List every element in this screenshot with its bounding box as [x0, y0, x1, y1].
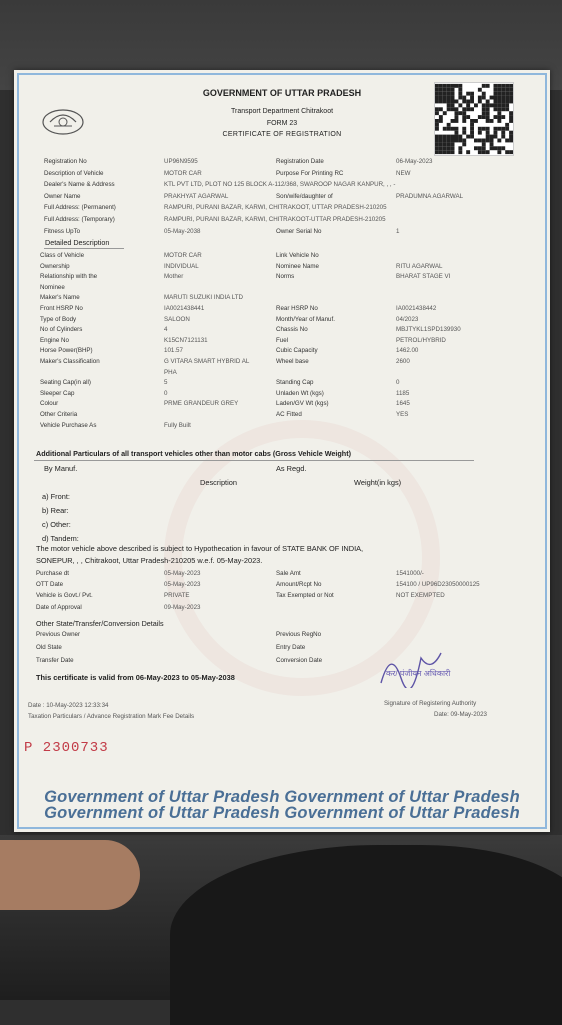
field-label: Registration No	[44, 158, 87, 165]
qr-module	[439, 150, 443, 154]
qr-module	[494, 115, 498, 119]
qr-module	[505, 103, 509, 107]
qr-module	[494, 103, 498, 107]
qr-module	[509, 139, 513, 143]
qr-module	[447, 142, 451, 146]
qr-module	[443, 142, 447, 146]
field-label: Full Address: (Temporary)	[44, 216, 115, 223]
divider	[44, 248, 124, 249]
field-label: Engine No	[40, 336, 69, 344]
field-label: Owner Name	[44, 192, 81, 200]
field-label: Sleeper Cap	[40, 389, 75, 397]
field-value: MOTOR CAR	[164, 169, 202, 177]
qr-module	[443, 139, 447, 143]
other-state-heading: Other State/Transfer/Conversion Details	[36, 619, 164, 628]
qr-module	[482, 115, 486, 119]
qr-module	[466, 103, 470, 107]
qr-module	[439, 115, 443, 119]
qr-module	[455, 139, 459, 143]
qr-module	[439, 100, 443, 104]
qr-module	[509, 115, 513, 119]
qr-module	[451, 139, 455, 143]
field-value: 4	[164, 326, 168, 334]
field-value: YES	[396, 411, 409, 418]
field-label: Purchase dt	[36, 570, 70, 577]
qr-module	[505, 139, 509, 143]
qr-module	[451, 100, 455, 104]
qr-module	[458, 103, 462, 107]
qr-module	[494, 146, 498, 150]
qr-module	[447, 103, 451, 107]
signature-label: Signature of Registering Authority	[384, 700, 477, 707]
certificate-title: CERTIFICATE OF REGISTRATION	[222, 131, 342, 138]
field-label: Nominee Name	[276, 262, 319, 270]
qr-module	[486, 100, 490, 104]
field-label: Date of Approval	[36, 603, 82, 611]
field-value: IA0021438442	[396, 305, 437, 312]
description-column-label: Description	[200, 478, 237, 487]
field-label: Laden/GV Wt (kgs)	[276, 400, 329, 408]
qr-module	[490, 139, 494, 143]
field-label: Horse Power(BHP)	[40, 347, 93, 355]
hypothecation-text	[36, 544, 363, 553]
field-value: RITU AGARWAL	[396, 262, 443, 270]
qr-module	[458, 139, 462, 143]
field-label: Son/wife/daughter of	[276, 192, 333, 200]
qr-module	[466, 150, 470, 154]
field-label: Dealer's Name & Address	[44, 181, 115, 189]
qr-module	[474, 139, 478, 143]
qr-module	[466, 100, 470, 104]
field-value: Mother	[164, 273, 184, 281]
field-label: Wheel base	[276, 358, 309, 365]
qr-module	[497, 139, 501, 143]
field-value: MARUTI SUZUKI INDIA LTD	[164, 294, 243, 302]
field-label: Colour	[40, 400, 59, 408]
stamp-text: कर/ पंजीयन अधिकारी	[386, 669, 451, 678]
qr-module	[490, 146, 494, 150]
field-value: MOTOR CAR	[164, 252, 202, 259]
field-label: Seating Cap(in all)	[40, 379, 91, 387]
axle-label: b) Rear:	[42, 506, 69, 515]
field-label: Nominee	[40, 283, 65, 291]
field-label: Type of Body	[40, 315, 77, 323]
qr-module	[501, 103, 505, 107]
by-manuf-label: By Manuf.	[44, 464, 78, 473]
field-label: Registration Date	[276, 158, 324, 165]
field-label: Unladen Wt (kgs)	[276, 389, 324, 397]
field-label: Standing Cap	[276, 379, 314, 387]
hypothecation-prefix: The motor vehicle above described is subject to Hypothecation in favour of	[36, 544, 283, 553]
qr-module	[447, 100, 451, 104]
qr-module	[462, 100, 466, 104]
divider	[34, 460, 474, 461]
qr-module	[497, 146, 501, 150]
field-value: IA0021438441	[164, 305, 205, 312]
field-value: 04/2023	[396, 315, 419, 323]
signature-date: Date: 09-May-2023	[434, 711, 487, 718]
field-label: Transfer Date	[36, 657, 74, 665]
qr-module	[494, 100, 498, 104]
qr-module	[474, 103, 478, 107]
field-value: K15CN7121131	[164, 336, 208, 344]
field-value: G VITARA SMART HYBRID AL	[164, 358, 250, 365]
field-value: NEW	[396, 169, 411, 177]
qr-module	[470, 100, 474, 104]
field-value: 101.57	[164, 347, 183, 355]
field-label: Maker's Classification	[40, 358, 100, 365]
qr-module	[486, 150, 490, 154]
qr-module	[462, 115, 466, 119]
field-value: 1185	[396, 389, 410, 397]
axle-label: a) Front:	[42, 492, 70, 501]
registration-certificate	[14, 70, 550, 832]
field-label: Vehicle Purchase As	[40, 421, 97, 429]
field-value: PRAKHYAT AGARWAL	[164, 192, 229, 200]
field-value: SALOON	[164, 315, 190, 323]
field-label: Amount/Rcpt No	[276, 581, 322, 589]
qr-module	[462, 142, 466, 146]
qr-module	[486, 139, 490, 143]
qr-module	[474, 146, 478, 150]
qr-module	[505, 150, 509, 154]
qr-module	[451, 150, 455, 154]
field-value: PRIVATE	[164, 592, 190, 600]
field-value: PRME GRANDEUR GREY	[164, 400, 239, 408]
field-label: Norms	[276, 273, 295, 281]
field-value: INDIVIDUAL	[164, 262, 199, 270]
qr-module	[443, 146, 447, 150]
qr-module	[497, 103, 501, 107]
signature-scribble	[376, 648, 446, 688]
qr-module	[435, 146, 439, 150]
field-label: Maker's Name	[40, 294, 80, 302]
field-label: Cubic Capacity	[276, 347, 318, 355]
validity-text: This certificate is valid from 06-May-2023 to 05-May-2038	[36, 673, 235, 682]
field-value: 05-May-2038	[164, 227, 201, 235]
field-label: Previous RegNo	[276, 631, 322, 638]
field-value: Fully Built	[164, 421, 191, 429]
field-value: 5	[164, 379, 168, 387]
field-label: AC Fitted	[276, 411, 302, 418]
field-value: 1462.00	[396, 347, 419, 355]
field-value: 0	[164, 389, 168, 397]
field-value: 1	[396, 227, 400, 235]
qr-module	[497, 115, 501, 119]
qr-module	[482, 103, 486, 107]
field-value: 2600	[396, 358, 410, 365]
qr-module	[458, 150, 462, 154]
weight-column-label: Weight(in kgs)	[354, 478, 402, 487]
field-label: Tax Exempted or Not	[276, 592, 334, 600]
qr-module	[466, 115, 470, 119]
field-label: Vehicle is Govt./ Pvt.	[36, 592, 93, 600]
qr-module	[435, 142, 439, 146]
field-label: Old State	[36, 644, 62, 652]
field-label: Class of Vehicle	[40, 252, 85, 259]
qr-module	[443, 100, 447, 104]
field-value: KTL PVT LTD, PLOT NO 125 BLOCK A-112/368, SWAROOP NAGAR KANPUR, , , -	[164, 181, 396, 189]
qr-module	[435, 100, 439, 104]
knee	[170, 845, 562, 1025]
qr-module	[447, 139, 451, 143]
qr-module	[509, 150, 513, 154]
qr-module	[435, 139, 439, 143]
serial-number: P 2300733	[24, 740, 109, 756]
field-label: Chassis No	[276, 326, 308, 334]
qr-module	[451, 146, 455, 150]
qr-module	[478, 150, 482, 154]
axle-label: d) Tandem:	[42, 534, 79, 543]
department-name: Transport Department Chitrakoot	[230, 108, 334, 115]
qr-module	[478, 115, 482, 119]
qr-module	[497, 150, 501, 154]
field-value: PETROL/HYBRID	[396, 336, 446, 344]
qr-module	[486, 103, 490, 107]
field-label: Previous Owner	[36, 631, 81, 638]
field-value: NOT EXEMPTED	[396, 592, 445, 600]
qr-module	[439, 139, 443, 143]
qr-module	[482, 150, 486, 154]
qr-module	[439, 142, 443, 146]
qr-module	[497, 100, 501, 104]
field-label: Rear HSRP No	[276, 305, 318, 312]
field-value: 1645	[396, 400, 410, 408]
field-label: Full Address: (Permanent)	[44, 204, 116, 212]
field-label: Link Vehicle No	[276, 252, 319, 259]
field-value: 05-May-2023	[164, 581, 201, 589]
field-label: Month/Year of Manuf.	[276, 315, 335, 323]
field-label: OTT Date	[36, 581, 64, 589]
field-label: Purpose For Printing RC	[276, 169, 344, 177]
field-label: Fitness UpTo	[44, 227, 81, 235]
authority-stamp	[386, 668, 486, 728]
field-label: Front HSRP No	[40, 305, 83, 312]
field-value: RAMPURI, PURANI BAZAR, KARWI, CHITRAKOOT, UTTAR PRADESH-210205	[164, 204, 387, 212]
qr-module	[447, 150, 451, 154]
qr-module	[509, 100, 513, 104]
axle-label: c) Other:	[42, 520, 71, 529]
field-label: Sale Amt	[276, 570, 301, 577]
qr-module	[486, 115, 490, 119]
field-value: PRADUMNA AGARWAL	[396, 192, 464, 200]
field-value: RAMPURI, PURANI BAZAR, KARWI, CHITRAKOOT-UTTAR PRADESH-210205	[164, 216, 386, 223]
field-value: 154100 / UP96D23050000125	[396, 581, 480, 589]
qr-module	[490, 103, 494, 107]
field-label: No of Cylinders	[40, 326, 83, 334]
as-regd-label: As Regd.	[276, 464, 307, 473]
qr-module	[455, 115, 459, 119]
hand	[0, 840, 140, 910]
taxation-particulars: Taxation Particulars / Advance Registration Mark Fee Details	[28, 713, 195, 720]
field-label: Conversion Date	[276, 657, 323, 665]
qr-module	[462, 139, 466, 143]
qr-module	[482, 139, 486, 143]
hypothecation-bank: STATE BANK OF INDIA,	[282, 544, 364, 553]
qr-module	[447, 146, 451, 150]
field-label: Owner Serial No	[276, 227, 322, 235]
footer-band-1: Government of Uttar Pradesh Government of Uttar Pradesh	[44, 788, 520, 806]
qr-module	[505, 100, 509, 104]
footer-band-2: Government of Uttar Pradesh Government of Uttar Pradesh	[44, 804, 520, 822]
qr-module	[435, 150, 439, 154]
qr-module	[451, 142, 455, 146]
field-value: BHARAT STAGE VI	[396, 273, 451, 281]
qr-module	[439, 146, 443, 150]
field-value: MBJTYKL1SPD139930	[396, 326, 461, 334]
qr-module	[482, 146, 486, 150]
print-date: Date : 10-May-2023 12:33:34	[28, 702, 109, 709]
field-label: Description of Vehicle	[44, 169, 104, 177]
qr-module	[490, 142, 494, 146]
qr-module	[478, 100, 482, 104]
form-number: FORM 23	[266, 120, 298, 127]
field-value: 1541000/-	[396, 570, 424, 577]
field-value: 05-May-2023	[164, 570, 201, 577]
qr-module	[478, 146, 482, 150]
field-value: 06-May-2023	[396, 158, 433, 165]
qr-module	[443, 150, 447, 154]
additional-particulars-heading: Additional Particulars of all transport vehicles other than motor cabs (Gross Vehicle Weight)	[36, 449, 351, 458]
qr-module	[501, 100, 505, 104]
detailed-description-heading: Detailed Description	[45, 238, 110, 247]
qr-module	[455, 100, 459, 104]
qr-module	[451, 103, 455, 107]
govt-heading: GOVERNMENT OF UTTAR PRADESH	[202, 88, 362, 98]
qr-module	[482, 142, 486, 146]
field-label: Entry Date	[276, 644, 306, 652]
hypothecation-address: SONEPUR, , , Chitrakoot, Uttar Pradesh-210205 w.e.f. 05-May-2023.	[36, 556, 263, 565]
qr-module	[478, 139, 482, 143]
field-value: 0	[396, 379, 400, 387]
field-label: Other Criteria	[40, 411, 78, 418]
qr-module	[458, 146, 462, 150]
field-label: Fuel	[276, 336, 289, 344]
field-value: 09-May-2023	[164, 603, 201, 611]
field-label: Relationship with the	[40, 273, 98, 281]
field-label: Ownership	[40, 262, 70, 270]
qr-module	[501, 146, 505, 150]
field-value: PHA	[164, 368, 177, 376]
qr-module	[501, 115, 505, 119]
field-value: UP96N9595	[164, 158, 198, 165]
